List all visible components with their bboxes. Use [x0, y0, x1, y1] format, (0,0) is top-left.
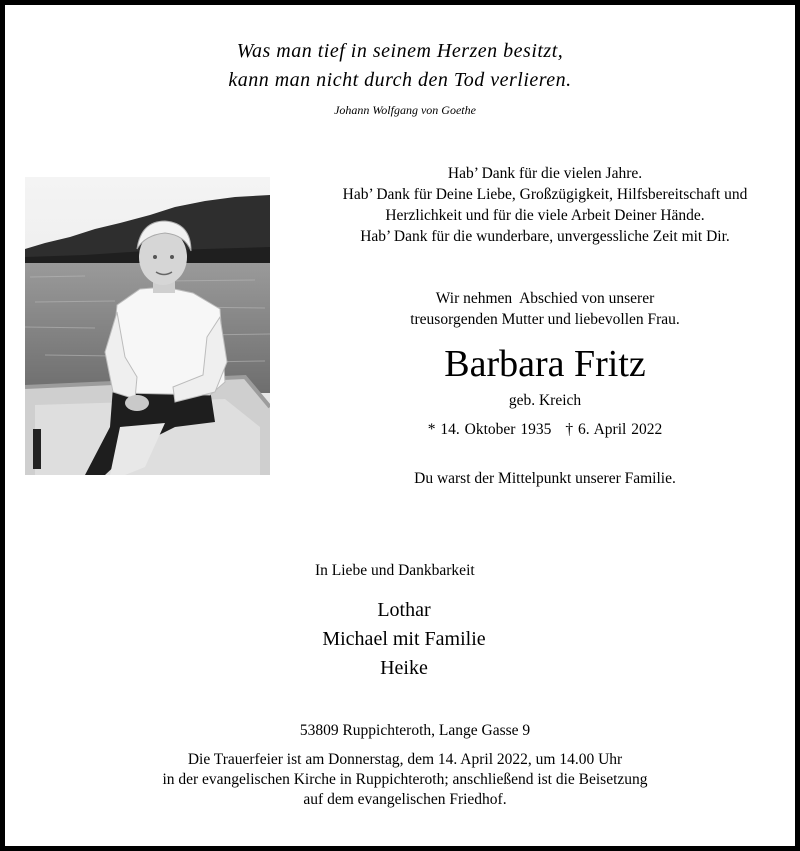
life-dates — [380, 421, 710, 439]
thanks-line: Hab’ Dank für Deine Liebe, Großzügigkeit, Hilfsbereitschaft und — [342, 186, 748, 203]
thanks-line: Hab’ Dank für die wunderbare, unvergessliche Zeit mit Dir. — [360, 228, 730, 245]
service-line: in der evangelischen Kirche in Ruppichteroth; anschließend ist die Beisetzung — [162, 771, 648, 788]
quote-line-1: Was man tief in seinem Herzen besitzt, — [236, 40, 564, 62]
deceased-name: Barbara Fritz — [444, 343, 646, 385]
death-date: † 6. April 2022 — [565, 421, 663, 438]
thanks-line: Hab’ Dank für die vielen Jahre. — [447, 165, 643, 182]
intro-line-2: treusorgenden Mutter und liebevollen Frau. — [410, 311, 680, 328]
mourner-name: Lothar — [377, 599, 431, 621]
portrait-photo — [25, 177, 270, 475]
service-line: auf dem evangelischen Friedhof. — [303, 791, 507, 808]
family-address: 53809 Ruppichteroth, Lange Gasse 9 — [299, 722, 531, 739]
family-center-line: Du warst der Mittelpunkt unserer Familie. — [414, 470, 676, 487]
intro-line-1: Wir nehmen Abschied von unserer — [435, 290, 655, 307]
mourner-name: Heike — [380, 657, 428, 679]
farewell-intro — [380, 288, 710, 330]
mourners-list — [254, 596, 554, 683]
quote-author: Johann Wolfgang von Goethe — [334, 103, 476, 117]
goethe-quote — [0, 37, 800, 95]
quote-line-2: kann man nicht durch den Tod verlieren. — [228, 69, 572, 91]
thanks-paragraph — [310, 163, 780, 247]
love-gratitude-line: In Liebe und Dankbarkeit — [315, 562, 475, 579]
birth-name: geb. Kreich — [508, 392, 582, 409]
service-line: Die Trauerfeier ist am Donnerstag, dem 14. April 2022, um 14.00 Uhr — [187, 751, 623, 768]
funeral-service-info — [0, 750, 800, 810]
thanks-line: Herzlichkeit und für die viele Arbeit Deiner Hände. — [385, 207, 705, 224]
mourner-name: Michael mit Familie — [322, 628, 486, 650]
birth-date: * 14. Oktober 1935 — [427, 421, 552, 438]
